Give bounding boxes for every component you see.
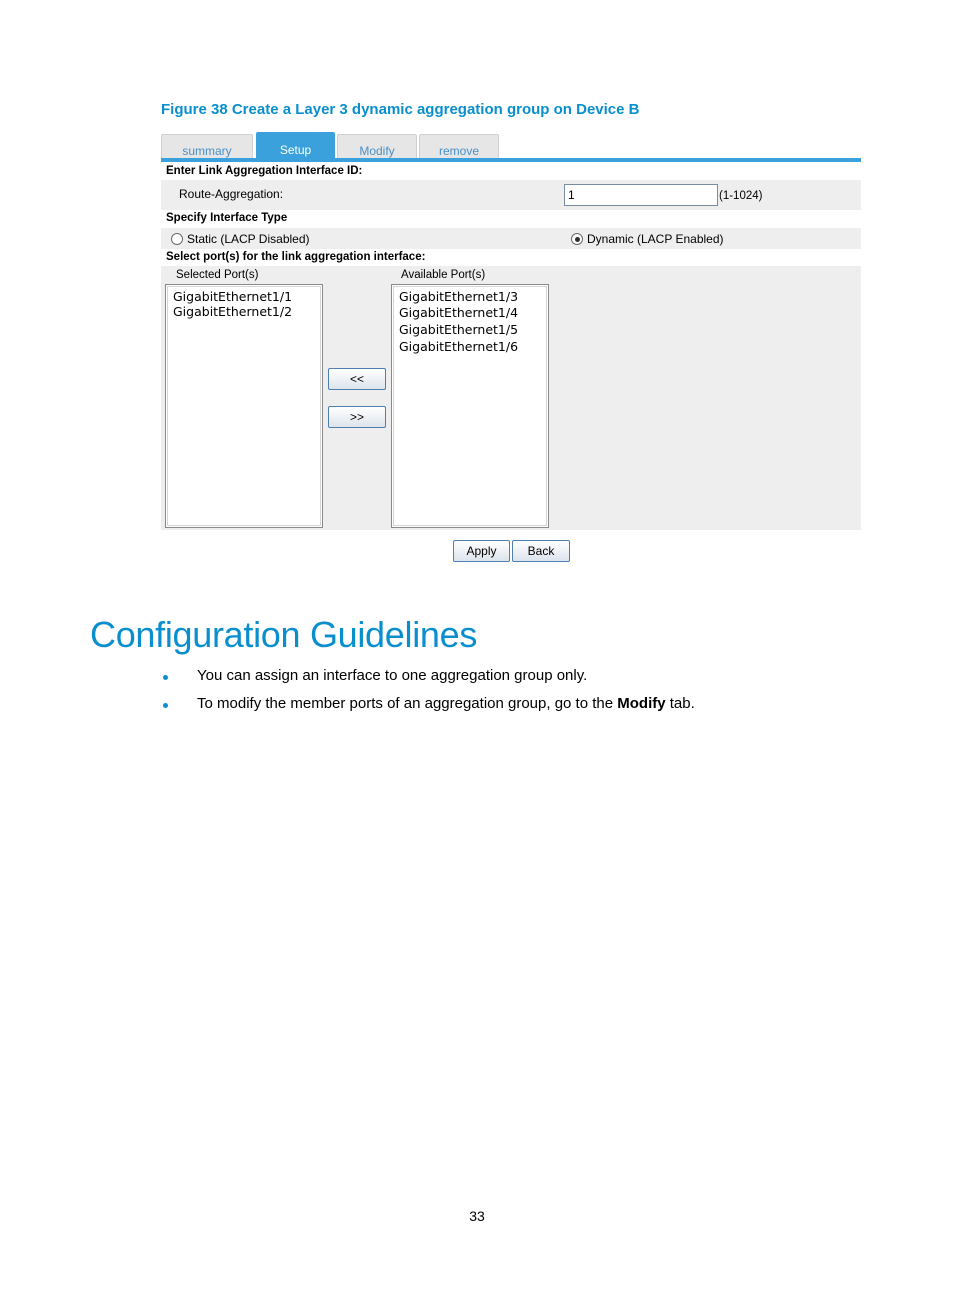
bullet-bold-term: Modify <box>617 695 666 712</box>
selected-ports-list[interactable] <box>165 284 323 528</box>
bullet-text: To modify the member ports of an aggregation group, go to the <box>197 695 618 712</box>
range-hint: (1-1024) <box>719 190 763 202</box>
tab-setup[interactable]: Setup <box>256 132 335 160</box>
bullet-dot <box>163 675 168 680</box>
static-radio[interactable] <box>171 233 183 245</box>
move-right-button[interactable]: >> <box>328 406 386 428</box>
available-ports-label: Available Port(s) <box>401 269 486 281</box>
bullet-dot <box>163 703 168 708</box>
ports-heading: Select port(s) for the link aggregation interface: <box>166 251 426 263</box>
list-item[interactable]: GigabitEthernet1/6 <box>399 339 519 354</box>
dynamic-radio[interactable] <box>571 233 583 245</box>
interface-type-heading: Specify Interface Type <box>166 212 288 224</box>
bullet-text: tab. <box>665 695 695 712</box>
dynamic-option-label: Dynamic (LACP Enabled) <box>587 232 724 246</box>
tab-modify[interactable]: Modify <box>337 134 417 160</box>
back-button[interactable]: Back <box>512 540 570 562</box>
static-option-label: Static (LACP Disabled) <box>187 232 310 246</box>
list-item[interactable]: GigabitEthernet1/5 <box>399 322 519 337</box>
tab-underline <box>161 158 861 162</box>
list-item[interactable]: GigabitEthernet1/3 <box>399 289 519 304</box>
route-aggregation-input[interactable] <box>564 184 718 206</box>
list-item[interactable]: GigabitEthernet1/4 <box>399 305 519 320</box>
bullet-item-1: You can assign an interface to one aggregation group only. <box>197 667 588 684</box>
list-item[interactable]: GigabitEthernet1/1 <box>173 289 293 304</box>
move-left-button[interactable]: << <box>328 368 386 390</box>
selected-ports-label: Selected Port(s) <box>176 269 259 281</box>
apply-button[interactable]: Apply <box>453 540 510 562</box>
tab-summary[interactable]: summary <box>161 134 253 160</box>
section-heading: Configuration Guidelines <box>90 614 478 655</box>
figure-caption: Figure 38 Create a Layer 3 dynamic aggregation group on Device B <box>161 101 640 118</box>
page-number: 33 <box>469 1208 485 1224</box>
interface-id-heading: Enter Link Aggregation Interface ID: <box>166 165 363 177</box>
available-ports-list[interactable] <box>391 284 549 528</box>
bullet-item-2 <box>197 695 695 712</box>
tab-remove[interactable]: remove <box>419 134 499 160</box>
list-item[interactable]: GigabitEthernet1/2 <box>173 304 293 319</box>
route-aggregation-label: Route-Aggregation: <box>179 187 284 201</box>
